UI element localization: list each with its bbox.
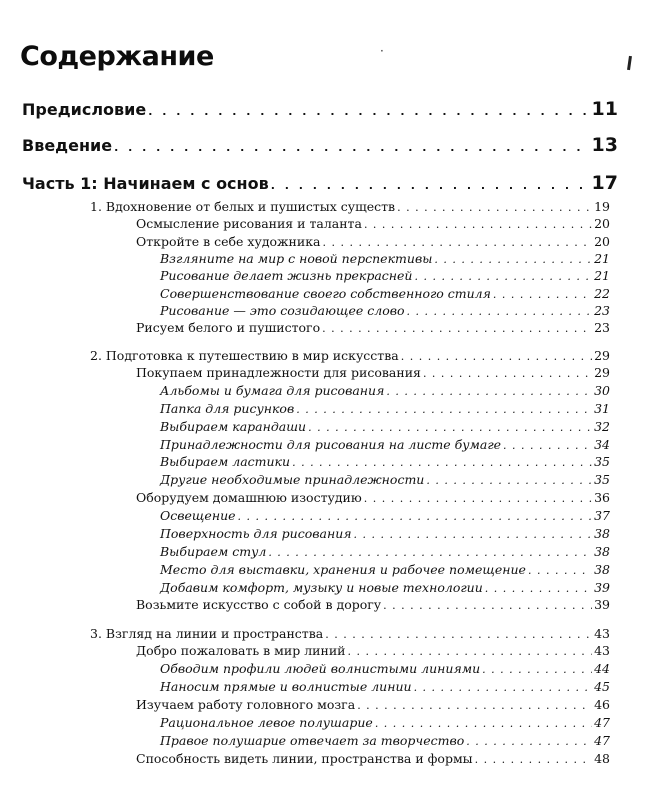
dot-leader [528,564,592,577]
toc-chapter [90,626,610,641]
toc-subsection [160,286,610,301]
toc-entry-title: Альбомы и бумага для рисования [160,383,385,398]
toc-entry-title: Взгляните на мир с новой перспективы [160,251,433,266]
dot-leader [423,367,592,380]
toc-page-number: 35 [594,454,610,469]
toc-part [22,172,618,194]
toc-page-number: 44 [594,661,610,676]
toc-entry-title: Рисуем белого и пушистого [136,320,321,335]
toc-entry-title: Совершенствование своего собственного стиля [160,286,491,301]
toc-page-number: 13 [591,134,618,156]
toc-entry-title: Оборудуем домашнюю изостудию [136,490,362,505]
toc-page-number: 32 [594,419,610,434]
toc-page-number: 21 [594,251,610,266]
dot-leader [386,385,592,398]
toc-section [136,234,610,249]
toc-page-number: 43 [594,626,610,641]
dot-leader [434,253,592,266]
toc-section [136,597,610,612]
toc-subsection [160,383,610,398]
toc-page-number: 29 [594,348,610,363]
toc-page-number: 47 [594,733,610,748]
dot-leader [485,582,592,595]
dot-leader [401,350,592,363]
dot-leader [271,179,590,192]
scan-mark [627,56,632,70]
toc-subsection [160,526,610,541]
toc-entry-title: Рациональное левое полушарие [160,715,373,730]
toc-entry-title: Добро пожаловать в мир линий [136,643,346,658]
toc-subsection [160,544,610,559]
toc-page-number: 39 [594,597,610,612]
toc-entry-title: Изучаем работу головного мозга [136,697,356,712]
toc-part [22,134,618,156]
toc-page-number: 45 [594,679,610,694]
toc-page-number: 36 [594,490,610,505]
toc-page-number: 21 [594,268,610,283]
toc-subsection [160,562,610,577]
dot-leader [357,699,592,712]
dot-leader [354,528,593,541]
dot-leader [407,305,593,318]
toc-entry-title: Освещение [160,508,236,523]
toc-entry-title: Часть 1: Начинаем с основ [22,174,269,193]
toc-subsection [160,268,610,283]
toc-subsection [160,419,610,434]
toc-section [136,643,610,658]
toc-entry-title: Поверхность для рисования [160,526,352,541]
toc-page-number: 22 [594,286,610,301]
toc-chapter [90,199,610,214]
toc-page-number: 31 [594,401,610,416]
dot-leader [383,599,592,612]
toc-section [136,320,610,335]
dot-leader [482,663,592,676]
toc-entry-title: Папка для рисунков [160,401,295,416]
toc-entry-title: Рисование делает жизнь прекрасней [160,268,413,283]
toc-page-number: 46 [594,697,610,712]
toc-entry-title: Другие необходимые принадлежности [160,472,425,487]
toc-section [136,490,610,505]
toc-page-number: 20 [594,216,610,231]
toc-page-number: 39 [594,580,610,595]
toc-subsection [160,472,610,487]
dot-leader [148,105,589,118]
toc-page-number: 11 [591,98,618,120]
toc-subsection [160,580,610,595]
toc-page-number: 38 [594,526,610,541]
toc-entry-title: Предисловие [22,100,147,119]
toc-entry-title: Добавим комфорт, музыку и новые технологии [160,580,483,595]
toc-section [136,751,610,766]
toc-page-number: 29 [594,365,610,380]
page-title: Содержание [20,41,214,72]
toc-part [22,98,618,120]
toc-entry-title: Возьмите искусство с собой в дорогу [136,597,382,612]
toc-page-number: 30 [594,383,610,398]
toc-entry-title: Откройте в себе художника [136,234,321,249]
toc-entry-title: Рисование — это созидающее слово [160,303,405,318]
toc-subsection [160,679,610,694]
dot-leader [364,218,592,231]
dot-leader [292,456,592,469]
toc-page-number: 47 [594,715,610,730]
dot-leader [322,322,592,335]
toc-entry-title: 3. Взгляд на линии и пространства [90,626,324,641]
toc-entry-title: Способность видеть линии, пространства и формы [136,751,473,766]
dot-leader [414,270,592,283]
dot-leader [503,439,592,452]
toc-entry-title: Правое полушарие отвечает за творчество [160,733,465,748]
toc-entry-title: 2. Подготовка к путешествию в мир искусства [90,348,399,363]
toc-subsection [160,437,610,452]
toc-entry-title: Принадлежности для рисования на листе бумаге [160,437,502,452]
toc-page-number: 43 [594,643,610,658]
toc-section [136,697,610,712]
toc-page-number: 23 [594,320,610,335]
toc-subsection [160,454,610,469]
dot-leader [322,236,592,249]
toc-entry-title: Выбираем стул [160,544,267,559]
toc-page-number: 19 [594,199,610,214]
dot-leader [414,681,593,694]
toc-entry-title: Обводим профили людей волнистыми линиями [160,661,481,676]
toc-entry-title: Покупаем принадлежности для рисования [136,365,421,380]
toc-subsection [160,303,610,318]
dot-leader [375,717,592,730]
toc-page-number: 38 [594,562,610,577]
dot-leader [493,288,592,301]
toc-section [136,365,610,380]
toc-subsection [160,401,610,416]
toc-page-number: 38 [594,544,610,559]
dot-leader [426,474,592,487]
toc-page-number: 20 [594,234,610,249]
toc-page-number: 35 [594,472,610,487]
dot-leader [347,645,592,658]
dot-leader [308,421,592,434]
dot-leader [466,735,592,748]
dot-leader [325,628,592,641]
toc-entry-title: Осмысление рисования и таланта [136,216,362,231]
toc-subsection [160,251,610,266]
dot-leader [268,546,592,559]
toc-page-number: 48 [594,751,610,766]
toc-subsection [160,508,610,523]
toc-entry-title: 1. Вдохновение от белых и пушистых существ [90,199,396,214]
toc-entry-title: Выбираем ластики [160,454,291,469]
toc-subsection [160,715,610,730]
scan-speck: · [380,44,384,58]
toc-page-number: 37 [594,508,610,523]
dot-leader [364,492,592,505]
toc-page-number: 17 [591,172,618,194]
toc-subsection [160,733,610,748]
toc-section [136,216,610,231]
dot-leader [296,403,592,416]
toc-entry-title: Выбираем карандаши [160,419,307,434]
dot-leader [114,141,589,154]
toc-subsection [160,661,610,676]
toc-page-number: 34 [594,437,610,452]
dot-leader [397,201,592,214]
toc-chapter [90,348,610,363]
dot-leader [238,510,593,523]
toc-entry-title: Введение [22,136,113,155]
toc-page-number: 23 [594,303,610,318]
toc-entry-title: Наносим прямые и волнистые линии [160,679,412,694]
dot-leader [475,753,592,766]
toc-entry-title: Место для выставки, хранения и рабочее помещение [160,562,526,577]
